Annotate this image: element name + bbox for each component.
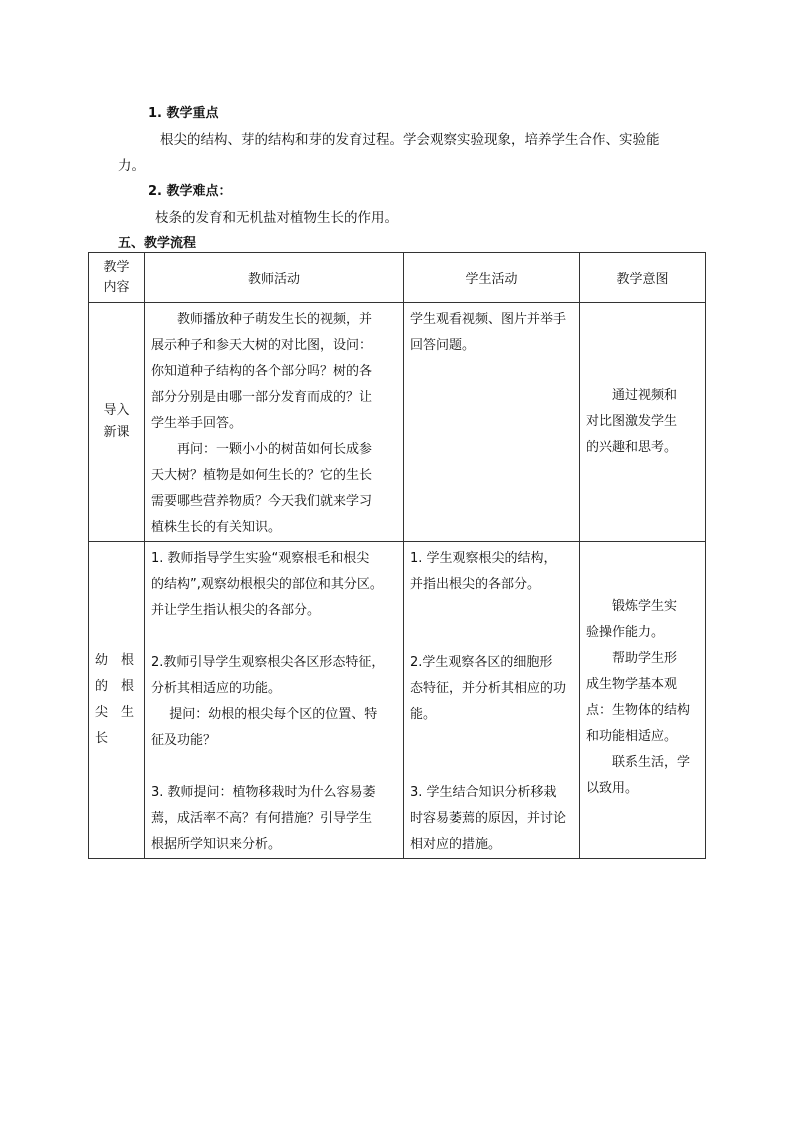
text-line: 联系生活，学 bbox=[612, 755, 691, 770]
text-line: 并指出根尖的各部分。 bbox=[410, 577, 541, 592]
text-line: 学生举手回答。 bbox=[151, 416, 243, 431]
text-line: 教师播放种子萌发生长的视频，并 bbox=[177, 312, 373, 327]
text-line: 3. 教师提问：植物移栽时为什么容易萎 bbox=[151, 785, 376, 800]
blank-line bbox=[410, 754, 573, 780]
text-line: 需要哪些营养物质？今天我们就来学习 bbox=[151, 494, 373, 509]
text-line: 相对应的措施。 bbox=[410, 837, 502, 852]
blank-line bbox=[151, 624, 397, 650]
row2-intent bbox=[580, 542, 706, 859]
header-content-line: 内容 bbox=[103, 279, 130, 295]
table-row bbox=[89, 303, 706, 542]
text-line: 并让学生指认根尖的各部分。 bbox=[151, 603, 321, 618]
text-line: 2.教师引导学生观察根尖各区形态特征， bbox=[151, 655, 385, 670]
blank-line bbox=[151, 754, 397, 780]
row1-content-line: 新课 bbox=[103, 425, 130, 440]
header-intent: 教学意图 bbox=[580, 253, 706, 303]
section-1-text: 根尖的结构、芽的结构和芽的发育过程。学会观察实验现象，培养学生合作、实验能 bbox=[160, 132, 660, 148]
header-content bbox=[89, 253, 145, 303]
text-line: 植株生长的有关知识。 bbox=[151, 520, 282, 535]
row1-content-line: 导入 bbox=[103, 403, 130, 418]
row2-content-line: 尖 生 bbox=[95, 705, 135, 720]
text-line: 学生观看视频、图片并举手 bbox=[410, 312, 567, 327]
text-line: 点：生物体的结构 bbox=[586, 703, 691, 718]
section-5-heading: 五、教学流程 bbox=[118, 236, 197, 251]
text-line: 的兴趣和思考。 bbox=[586, 440, 678, 455]
row1-intent bbox=[580, 303, 706, 542]
section-1-heading: 1. 教学重点 bbox=[148, 106, 219, 121]
text-line: 能。 bbox=[410, 707, 437, 722]
text-line: 征及功能？ bbox=[151, 733, 217, 748]
row1-student-activity bbox=[404, 303, 580, 542]
text-line: 验操作能力。 bbox=[586, 625, 665, 640]
text-line: 的结构”,观察幼根根尖的部位和其分区。 bbox=[151, 577, 383, 592]
row2-content-line: 的 根 bbox=[95, 679, 135, 694]
row2-teacher-activity bbox=[145, 542, 404, 859]
header-student: 学生活动 bbox=[404, 253, 580, 303]
row1-teacher-activity bbox=[145, 303, 404, 542]
table-header-row bbox=[89, 253, 706, 303]
row2-content bbox=[89, 542, 145, 859]
text-line: 部分分别是由哪一部分发育而成的？让 bbox=[151, 390, 373, 405]
text-line: 你知道种子结构的各个部分吗？树的各 bbox=[151, 364, 373, 379]
row2-student-activity bbox=[404, 542, 580, 859]
text-line: 2.学生观察各区的细胞形 bbox=[410, 655, 553, 670]
section-2-text: 枝条的发育和无机盐对植物生长的作用。 bbox=[155, 210, 398, 226]
text-line: 1. 学生观察根尖的结构， bbox=[410, 551, 557, 566]
header-teacher: 教师活动 bbox=[145, 253, 404, 303]
text-line: 通过视频和 bbox=[612, 388, 678, 403]
text-line: 以致用。 bbox=[586, 781, 639, 796]
text-line: 再问：一颗小小的树苗如何长成参 bbox=[177, 442, 373, 457]
text-line: 对比图激发学生 bbox=[586, 414, 678, 429]
text-line: 天大树？植物是如何生长的？它的生长 bbox=[151, 468, 373, 483]
text-line: 帮助学生形 bbox=[612, 651, 678, 666]
header-content-line: 教学 bbox=[103, 259, 130, 275]
row2-content-line: 长 bbox=[95, 731, 109, 746]
text-line: 3. 学生结合知识分析移栽 bbox=[410, 785, 557, 800]
blank-line bbox=[410, 598, 573, 624]
text-line: 蔫，成活率不高？有何措施？引导学生 bbox=[151, 811, 373, 826]
teaching-flow-table bbox=[88, 252, 706, 859]
text-line: 和功能相适应。 bbox=[586, 729, 678, 744]
blank-line bbox=[410, 728, 573, 754]
text-line: 成生物学基本观 bbox=[586, 677, 678, 692]
section-1-text-cont: 力。 bbox=[118, 158, 145, 174]
text-line: 分析其相适应的功能。 bbox=[151, 681, 282, 696]
text-line: 锻炼学生实 bbox=[612, 599, 678, 614]
text-line: 态特征，并分析其相应的功 bbox=[410, 681, 567, 696]
text-line: 回答问题。 bbox=[410, 338, 476, 353]
text-line: 1. 教师指导学生实验“观察根毛和根尖 bbox=[151, 551, 370, 566]
text-line: 展示种子和参天大树的对比图，设问： bbox=[151, 338, 373, 353]
row2-content-line: 幼 根 bbox=[95, 653, 135, 668]
text-line: 时容易萎蔫的原因，并讨论 bbox=[410, 811, 567, 826]
table-row bbox=[89, 542, 706, 859]
row1-content bbox=[89, 303, 145, 542]
blank-line bbox=[410, 624, 573, 650]
text-line: 提问：幼根的根尖每个区的位置、特 bbox=[169, 707, 378, 722]
text-line: 根据所学知识来分析。 bbox=[151, 837, 282, 852]
section-2-heading: 2. 教学难点： bbox=[148, 184, 232, 199]
